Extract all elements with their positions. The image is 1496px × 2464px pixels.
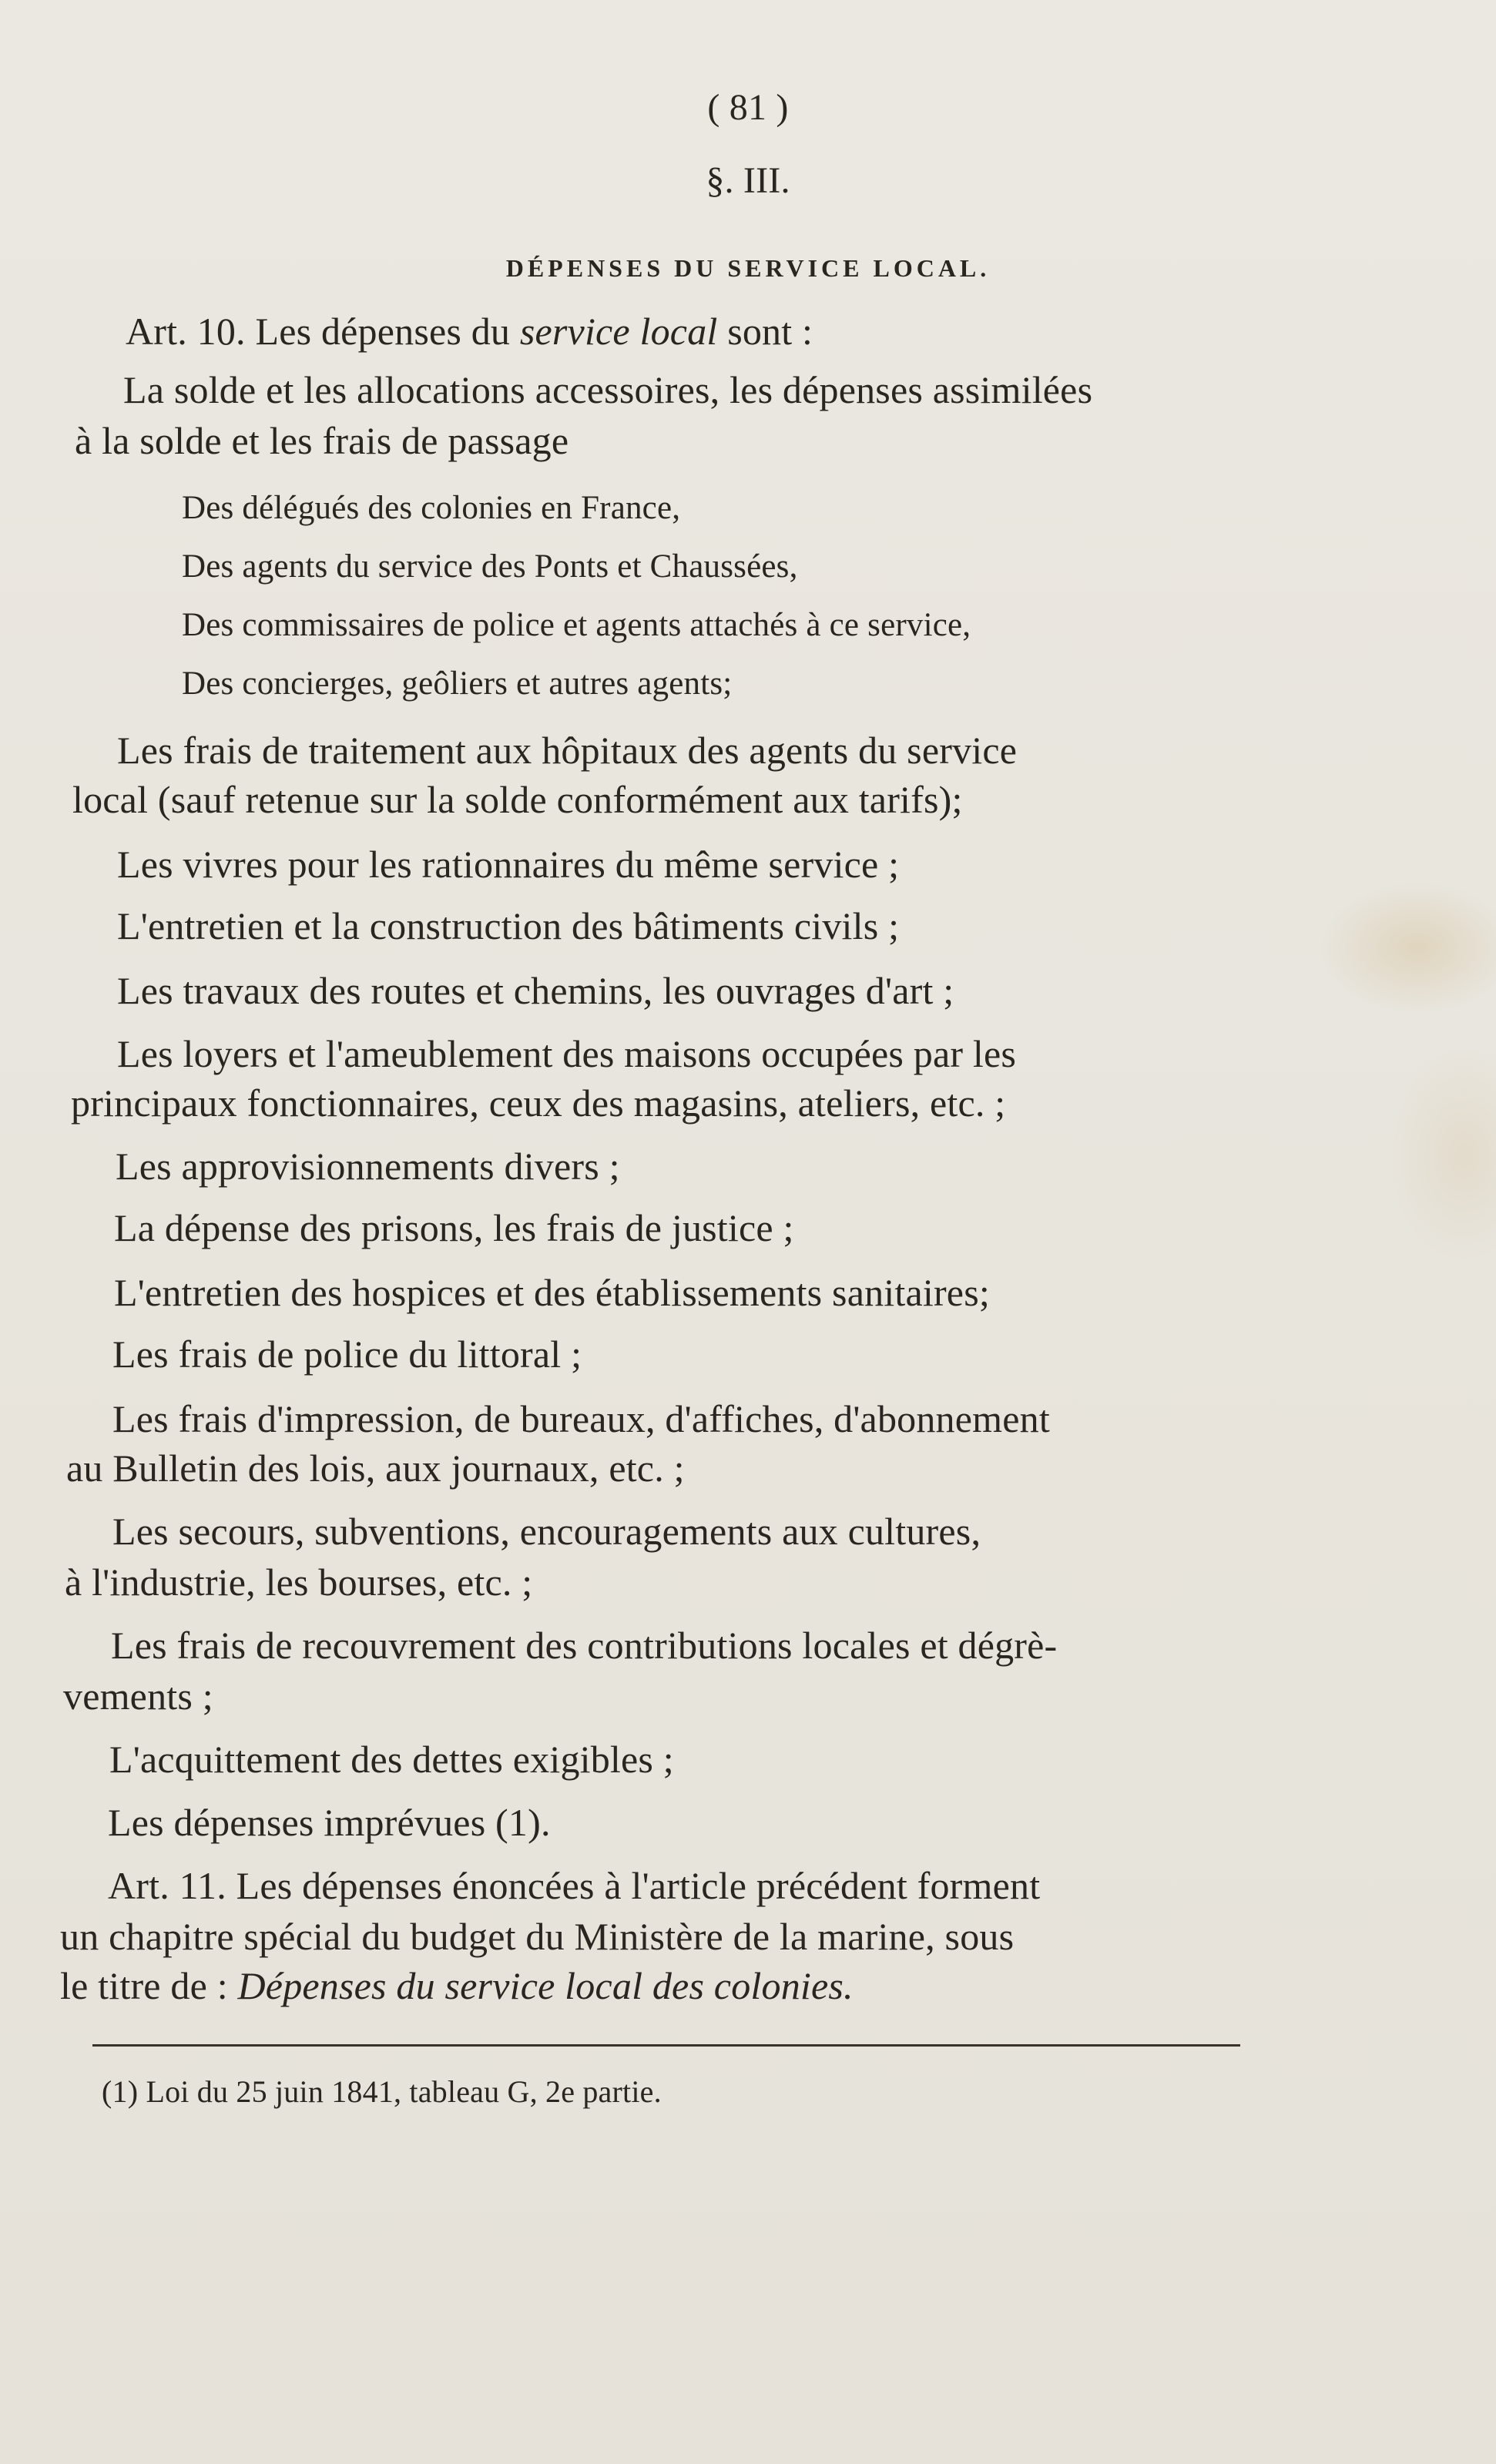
last-line-prefix: le titre de : <box>60 1964 238 2007</box>
text-line: Les frais d'impression, de bureaux, d'affiches, d'abonnement <box>112 1397 1050 1440</box>
text-line: La dépense des prisons, les frais de justice ; <box>114 1206 794 1249</box>
text-line: L'acquittement des dettes exigibles ; <box>109 1738 674 1781</box>
text-line: local (sauf retenue sur la solde conformément aux tarifs); <box>72 778 963 821</box>
text-line: L'entretien des hospices et des établissements sanitaires; <box>114 1271 990 1314</box>
text-line: Les vivres pour les rationnaires du même service ; <box>117 843 900 886</box>
article-11-last-line <box>60 1963 854 2009</box>
text-line: Les dépenses imprévues (1). <box>108 1801 551 1844</box>
text-line: Les frais de traitement aux hôpitaux des agents du service <box>117 729 1018 772</box>
last-line-emphasis: Dépenses du service local des colonies. <box>237 1964 854 2007</box>
text-line: Les frais de police du littoral ; <box>112 1333 582 1376</box>
text-line: à l'industrie, les bourses, etc. ; <box>65 1561 533 1604</box>
article-10-prefix: Art. 10. Les dépenses du <box>126 310 520 353</box>
text-line: Les travaux des routes et chemins, les ouvrages d'art ; <box>117 969 954 1012</box>
text-line: au Bulletin des lois, aux journaux, etc. ; <box>66 1447 685 1490</box>
section-mark: §. III. <box>706 160 790 201</box>
text-line: à la solde et les frais de passage <box>75 419 569 462</box>
text-line: La solde et les allocations accessoires, les dépenses assimilées <box>123 368 1093 411</box>
article-10-suffix: sont : <box>717 310 813 353</box>
section-title: DÉPENSES DU SERVICE LOCAL. <box>505 254 991 282</box>
text-line: un chapitre spécial du budget du Ministère de la marine, sous <box>60 1915 1015 1958</box>
text-line: Les secours, subventions, encouragements aux cultures, <box>112 1510 981 1553</box>
footnote: (1) Loi du 25 juin 1841, tableau G, 2e partie. <box>102 2074 662 2109</box>
list-item: Des commissaires de police et agents attachés à ce service, <box>182 607 971 643</box>
article-10-intro <box>126 308 813 354</box>
text-line: Les approvisionnements divers ; <box>116 1145 620 1188</box>
text-line: Les loyers et l'ameublement des maisons occupées par les <box>117 1032 1017 1075</box>
list-item: Des délégués des colonies en France, <box>182 490 681 526</box>
text-line: vements ; <box>63 1675 213 1718</box>
page-number: ( 81 ) <box>707 87 789 128</box>
text-line: Art. 11. Les dépenses énoncées à l'article précédent forment <box>108 1864 1041 1907</box>
text-line: Les frais de recouvrement des contributions locales et dégrè- <box>111 1624 1058 1667</box>
article-10-emphasis: service local <box>519 310 718 353</box>
list-item: Des concierges, geôliers et autres agents; <box>182 665 733 702</box>
footnote-rule <box>92 2044 1240 2047</box>
text-line: principaux fonctionnaires, ceux des magasins, ateliers, etc. ; <box>71 1081 1006 1125</box>
text-line: L'entretien et la construction des bâtiments civils ; <box>117 904 900 947</box>
list-item: Des agents du service des Ponts et Chaussées, <box>182 548 798 585</box>
